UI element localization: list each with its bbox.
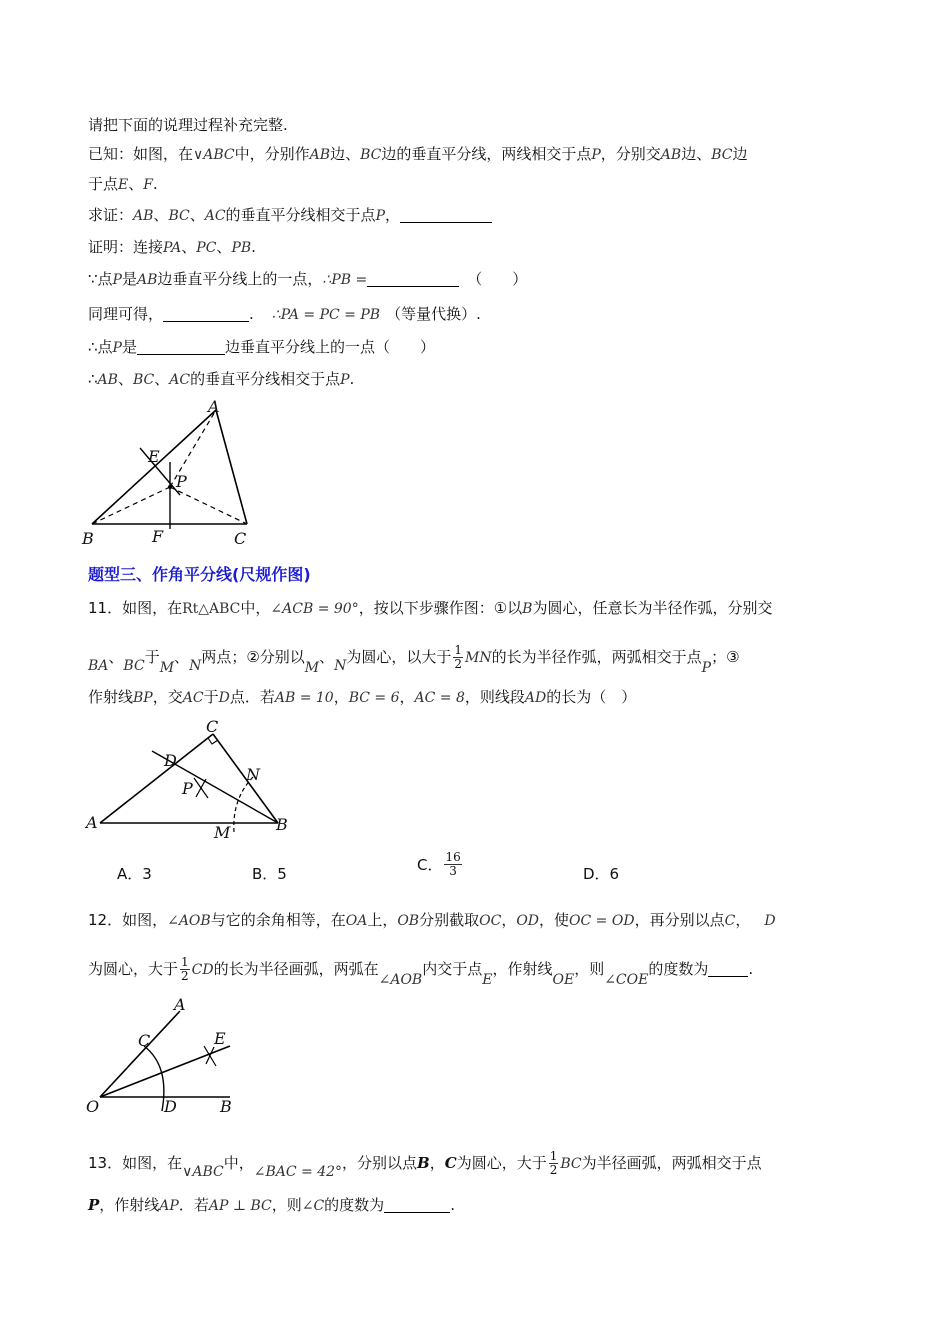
q12-od: OD <box>516 913 540 929</box>
q13-triangle: ∨ABC <box>182 1164 224 1180</box>
q11-bp: BP <box>133 690 153 706</box>
q11-m: M <box>304 660 320 676</box>
q11-p: P <box>701 660 712 676</box>
q12-text: ，则 <box>574 960 605 978</box>
answer-blank[interactable] <box>708 960 748 977</box>
separator: 、 <box>216 238 232 256</box>
q11-bc: BC <box>123 658 145 674</box>
answer-blank[interactable] <box>163 305 249 322</box>
therefore-text: ∴点 <box>88 338 113 356</box>
q12-text: 分别截取 <box>419 911 480 929</box>
given-label: 已知：如图，在 <box>88 145 194 163</box>
q12-point-e: E <box>482 972 493 988</box>
q13-text: 为半径画弧，两弧相交于点 <box>581 1154 762 1172</box>
q13-text: ．若 <box>178 1196 209 1214</box>
comma: ， <box>429 1154 445 1172</box>
segment-pc: PC <box>196 240 217 256</box>
choice-c-fraction <box>444 851 461 878</box>
given-text: 边、 <box>330 145 361 163</box>
q13-ap: AP <box>159 1198 179 1214</box>
fraction-numerator: 16 <box>445 850 461 864</box>
choice-a[interactable]: A．3 <box>117 865 152 883</box>
label-f: F <box>152 527 164 546</box>
point-line-text: 边垂直平分线上的一点（ ） <box>224 338 435 356</box>
side-ab <box>92 410 216 524</box>
figure-angle-bisector-right-triangle <box>82 716 298 844</box>
q11-ac-value: AC = 8 <box>414 690 465 706</box>
label-b: B <box>220 1097 232 1116</box>
separator: 、 <box>128 175 144 193</box>
reason-text: （等量代换）. <box>386 305 481 323</box>
period: . <box>450 1196 455 1214</box>
therefore-symbol: ∴ <box>88 370 98 388</box>
comma: ， <box>399 688 415 706</box>
comma: ， <box>735 911 751 929</box>
q13-text: 13．如图，在 <box>88 1154 183 1172</box>
label-a: A <box>208 397 220 416</box>
q11-text: ，交 <box>152 688 183 706</box>
q12-text: 的长为半径画弧，两弧在 <box>213 960 379 978</box>
fraction-denominator: 2 <box>181 969 189 983</box>
separator: 、 <box>174 648 190 666</box>
answer-blank[interactable] <box>367 270 459 287</box>
separator: 、 <box>108 648 124 666</box>
point-p-dot <box>168 485 172 489</box>
segment-ab: AB <box>136 272 158 288</box>
q11-text: 两点；②分别以 <box>201 648 305 666</box>
q11-text: 点．若 <box>229 688 275 706</box>
q11-triangle: Rt△ABC <box>182 601 241 617</box>
segment-pb: PB <box>231 240 252 256</box>
given-e: E <box>118 177 129 193</box>
equality-chain: ∴PA = PC = PB <box>271 307 381 323</box>
given-p: P <box>591 147 601 163</box>
side-ac <box>216 410 247 524</box>
dashed-pb <box>92 487 170 524</box>
prove-ac: AC <box>204 208 226 224</box>
q12-angle-aob: ∠AOB <box>167 913 211 929</box>
given-ab: AB <box>660 147 682 163</box>
label-p: P <box>176 472 187 491</box>
q11-angle: ∠ACB = 90° <box>270 601 359 617</box>
conclusion-text: 的垂直平分线相交于点 <box>190 370 341 388</box>
given-line-1 <box>88 143 748 166</box>
fraction-numerator: 1 <box>181 955 189 969</box>
label-b: B <box>276 815 288 834</box>
q12-line-1 <box>88 909 776 932</box>
q12-text: 上， <box>367 911 398 929</box>
reason-paren: （ ） <box>467 270 528 288</box>
point-p: P <box>112 340 122 356</box>
ray-oa <box>100 1011 180 1097</box>
comma: ， <box>333 688 349 706</box>
label-p: P <box>182 779 193 798</box>
q12-cd: CD <box>191 962 214 978</box>
segment-ac: AC <box>169 372 191 388</box>
q13-point-c: C <box>444 1154 457 1172</box>
q13-text: ，分别以点 <box>342 1154 418 1172</box>
separator: 、 <box>189 206 205 224</box>
given-f: F <box>143 177 153 193</box>
prove-line <box>88 204 492 227</box>
q11-text: 的长为半径作弧，两弧相交于点 <box>491 648 702 666</box>
label-c: C <box>234 529 247 548</box>
q11-point-b: B <box>522 601 533 617</box>
label-b: B <box>82 529 94 548</box>
q11-ac: AC <box>182 690 204 706</box>
q12-point-c: C <box>724 913 736 929</box>
fraction-denominator: 2 <box>549 1163 558 1177</box>
period: . <box>349 370 355 388</box>
given-ab: AB <box>309 147 331 163</box>
q13-point-p: P <box>88 1196 100 1214</box>
q11-text: 11．如图，在 <box>88 599 183 617</box>
q13-point-b: B <box>417 1154 430 1172</box>
label-d: D <box>164 1097 177 1116</box>
figure-angle-aob <box>84 994 244 1118</box>
q13-text: 中， <box>223 1154 254 1172</box>
fraction-numerator: 1 <box>549 1149 558 1163</box>
q11-line-1 <box>88 597 772 620</box>
q12-text: 内交于点 <box>422 960 483 978</box>
q11-ad: AD <box>524 690 547 706</box>
label-c: C <box>138 1031 151 1050</box>
separator: 、 <box>154 370 170 388</box>
answer-blank[interactable] <box>400 206 492 223</box>
q11-text: 的长为（ ） <box>546 688 637 706</box>
choice-c-label: C． <box>417 856 443 874</box>
q12-text: 的度数为 <box>648 960 709 978</box>
choice-d[interactable]: D．6 <box>583 865 620 883</box>
q12-oa: OA <box>345 913 368 929</box>
q13-bc: BC <box>560 1156 582 1172</box>
proof-connect-line <box>88 236 256 259</box>
q11-text: 为圆心，任意长为半径作弧，分别交 <box>532 599 773 617</box>
label-d: D <box>164 751 177 770</box>
given-bc: BC <box>711 147 733 163</box>
given-text: 于点 <box>88 175 119 193</box>
choice-c[interactable] <box>417 851 464 878</box>
is-text: 是 <box>121 338 137 356</box>
because-line <box>88 268 527 291</box>
similar-text: 同理可得， <box>88 305 164 323</box>
q11-n: N <box>189 658 202 674</box>
period: . <box>249 305 254 323</box>
q13-text: 的度数为 <box>324 1196 385 1214</box>
dashed-pc <box>170 487 247 524</box>
q11-text: ，按以下步骤作图：①以 <box>358 599 523 617</box>
separator: 、 <box>153 206 169 224</box>
label-e: E <box>214 1029 226 1048</box>
side-ac <box>100 734 213 823</box>
label-m: M <box>214 823 231 842</box>
prove-p: P <box>375 208 385 224</box>
q12-angle-aob: ∠AOB <box>378 972 423 988</box>
figure-perpendicular-bisectors <box>80 396 270 548</box>
segment-bc: BC <box>132 372 155 388</box>
fraction-numerator: 1 <box>454 643 463 657</box>
q11-line-2 <box>88 643 740 676</box>
segment-ab: AB <box>97 372 118 388</box>
q11-text: 于 <box>144 648 160 666</box>
q12-oe: OE <box>552 972 575 988</box>
q13-line-2 <box>88 1194 455 1217</box>
period: . <box>152 175 158 193</box>
period: . <box>748 960 754 978</box>
q12-text: ，作射线 <box>492 960 553 978</box>
q12-angle-coe: ∠COE <box>604 972 649 988</box>
fraction-half <box>549 1150 559 1177</box>
segment-pa: PA <box>163 240 182 256</box>
q12-text: 与它的余角相等，在 <box>210 911 346 929</box>
fraction-denominator: 3 <box>449 864 457 878</box>
q11-text: 于 <box>203 688 219 706</box>
answer-blank[interactable] <box>384 1196 450 1213</box>
q12-equation: OC = OD <box>569 913 635 929</box>
q11-text: 为圆心，以大于 <box>346 648 452 666</box>
q12-text: ，再分别以点 <box>634 911 725 929</box>
q12-text: ，使 <box>539 911 570 929</box>
proof-label: 证明：连接 <box>88 238 164 256</box>
q12-ob: OB <box>397 913 420 929</box>
q11-text: ；③ <box>711 648 740 666</box>
separator: 、 <box>117 370 133 388</box>
bisector-ab <box>140 448 180 495</box>
arc-cross-2 <box>196 779 206 797</box>
q12-text: 12．如图， <box>88 911 168 929</box>
label-a: A <box>174 995 186 1014</box>
prove-text: 的垂直平分线相交于点 <box>225 206 376 224</box>
given-text: 中，分别作 <box>234 145 310 163</box>
point-p: P <box>340 372 350 388</box>
given-text: 边、 <box>681 145 712 163</box>
choice-b[interactable]: B．5 <box>252 865 287 883</box>
given-text: 边 <box>732 145 748 163</box>
similar-line <box>88 303 481 326</box>
conclusion-line <box>88 368 354 391</box>
q11-ba: BA <box>88 658 109 674</box>
fraction-half <box>180 956 190 983</box>
given-triangle: ∨ABC <box>193 147 235 163</box>
because-text: 是 <box>121 270 137 288</box>
q11-bc-value: BC = 6 <box>348 690 400 706</box>
prove-label: 求证： <box>88 206 134 224</box>
q12-text: 为圆心，大于 <box>88 960 179 978</box>
prove-bc: BC <box>168 208 190 224</box>
q11-text: 作射线 <box>88 688 134 706</box>
q12-oc: OC <box>479 913 502 929</box>
label-c: C <box>206 717 219 736</box>
prove-ab: AB <box>133 208 154 224</box>
given-text: ，分别交 <box>600 145 661 163</box>
point-line <box>88 336 435 359</box>
q12-line-2 <box>88 955 754 988</box>
section-heading: 题型三、作角平分线(尺规作图) <box>88 565 311 584</box>
point-p: P <box>112 272 122 288</box>
comma: ， <box>384 206 400 224</box>
q11-m: M <box>159 660 175 676</box>
q13-text: 为圆心，大于 <box>456 1154 547 1172</box>
label-a: A <box>86 813 98 832</box>
q11-n: N <box>334 658 347 674</box>
because-text: ∵点 <box>88 270 113 288</box>
pb-equation: ∴PB = <box>322 272 368 288</box>
given-text: 边的垂直平分线，两线相交于点 <box>381 145 592 163</box>
separator: 、 <box>181 238 197 256</box>
label-e: E <box>148 447 160 466</box>
q11-text: 中， <box>240 599 271 617</box>
q11-text: ，则线段 <box>464 688 525 706</box>
q11-mn: MN <box>465 650 492 666</box>
q11-d: D <box>218 690 230 706</box>
because-text: 边垂直平分线上的一点， <box>157 270 323 288</box>
q13-text: ，作射线 <box>99 1196 160 1214</box>
period: . <box>251 238 256 256</box>
q13-line-1 <box>88 1149 762 1180</box>
fraction-half <box>453 644 463 671</box>
q13-angle-c: ∠C <box>301 1198 325 1214</box>
q12-point-d: D <box>764 913 776 929</box>
given-line-2 <box>88 173 158 196</box>
label-o: O <box>86 1097 100 1116</box>
intro-text: 请把下面的说理过程补充完整. <box>88 116 288 134</box>
q13-text: ，则 <box>271 1196 302 1214</box>
answer-blank[interactable] <box>137 338 225 355</box>
q11-ab-value: AB = 10 <box>274 690 334 706</box>
q11-line-3 <box>88 686 636 709</box>
q13-angle: ∠BAC = 42° <box>253 1164 343 1180</box>
label-n: N <box>246 765 260 784</box>
separator: 、 <box>319 648 335 666</box>
q13-perpendicular: AP ⊥ BC <box>208 1198 272 1214</box>
fraction-denominator: 2 <box>454 657 463 671</box>
comma: ， <box>501 911 517 929</box>
given-bc: BC <box>360 147 382 163</box>
